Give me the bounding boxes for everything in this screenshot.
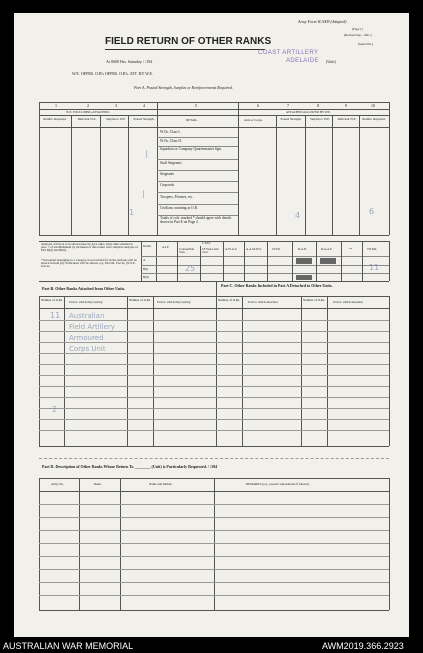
analysis-note-2: * Personnel belonging to a category not provided for in the analysis will be shown in Item (ii). Particulars will be shown, e.g. M.U.M. Forces, (N.S.E. Forces. bbox=[41, 258, 137, 269]
analysis-cmf-18: 18 Years and over. bbox=[202, 247, 219, 255]
analysis-cmf: C.M.F. bbox=[202, 241, 211, 245]
analysis-row-bii: B(ii) bbox=[143, 275, 150, 279]
row-staff-sergeants: Staff Sergeants bbox=[160, 161, 182, 165]
row-totals-note: Totals of cols. marked * should agree with details shown in Part E on Page 2 bbox=[160, 216, 232, 224]
part-b-title: Part B. Other Ranks Attached from Other Units. bbox=[42, 286, 126, 291]
part-d-army-no: Army No. bbox=[51, 482, 64, 486]
part-c-num-head-2: Number of O.Rs. bbox=[303, 298, 325, 302]
head-posted-left: Posted Strength. bbox=[133, 117, 155, 121]
analysis-civil: CIVIL bbox=[272, 247, 281, 251]
head-reinfts-right: Reinfts. Required. bbox=[362, 117, 386, 121]
part-c-num-head-1: Number of O.Rs. bbox=[218, 298, 240, 302]
col-num-3: 3 bbox=[115, 103, 117, 108]
part-a-title: Part A. Posted Strength, Surplus or Reinforcements Required. bbox=[134, 85, 233, 90]
part-b-num-head-1: Number of O.Rs. bbox=[41, 298, 63, 302]
serial-no: (Serial No.) bbox=[358, 42, 374, 46]
col-num-6: 6 bbox=[257, 103, 259, 108]
head-surplus-right: Surplus to W.E. bbox=[309, 117, 330, 121]
analysis-row-a: A bbox=[143, 258, 146, 262]
analysis-other: ** bbox=[349, 247, 353, 251]
col-num-7: 7 bbox=[287, 103, 289, 108]
col-num-10: 10 bbox=[371, 103, 375, 108]
pen-entry-2: Field Artillery bbox=[69, 323, 115, 331]
part-b-num-head-2: Number of O.Rs. bbox=[129, 298, 151, 302]
part-d-remarks: REMARKS (e.g., present whereabouts if known). bbox=[246, 482, 310, 486]
analysis-row-bi: B(i) bbox=[143, 267, 149, 271]
head-arm-corps: Arm or Corps. bbox=[244, 118, 263, 122]
head-posted-right: Posted Strength. bbox=[280, 117, 302, 121]
col-num-2: 2 bbox=[87, 103, 89, 108]
part-c-unit-head-1: Unit to which detached bbox=[248, 300, 278, 304]
col-num-4: 4 bbox=[143, 103, 145, 108]
unit-label: (Unit) bbox=[326, 59, 336, 64]
revised-date: (Revised Sep., 1941.) bbox=[344, 33, 372, 37]
analysis-detail-head: Detail bbox=[143, 244, 151, 248]
date-line: At 0600 Hrs. Saturday / /194 bbox=[106, 59, 153, 64]
analysis-aif: A.I.F. bbox=[162, 245, 170, 249]
head-deficient-right: Deficient W.E. bbox=[337, 117, 357, 121]
analysis-raaf: R.A.A.F. bbox=[321, 247, 333, 251]
part-d-name: Name and Initials. bbox=[149, 482, 173, 486]
head-reinfts-left: Reinfts. Required. bbox=[43, 117, 67, 121]
row-sergeants: Sergeants bbox=[160, 172, 174, 176]
row-civilians: Civilians counting as O.R. bbox=[160, 206, 199, 210]
analysis-awas: A.W.A.S. bbox=[225, 247, 238, 251]
stamp-line-1: COAST ARTILLERY bbox=[258, 50, 319, 56]
form-page: Army Form W.3009 (Adapted) (Page 1) (Revised Sep., 1941.) (Serial No.) FIELD RETURN OF OTHER RANKS COAST ARTILLERY ADELAIDE At 0600 Hrs. Saturday / /194 (Unit) W.E. OFFRS. O.R's OFFRS. O.R's. ATT. BY W.E. Part A. Posted Strength, Surplus or Reinforcements Required. 1 2 3 4 5 6 7 8 9 10 W.E. EXCLUDING ATTACHED. ATTACHED ALLOWED BY W.E. Reinfts. Required. Deficient W.E. Surplus to W.E. Posted Strength. DETAIL. Arm or Corps. Posted Strength. Surplus to W.E. Deficient W.E. Reinfts. Required. W.Os. Class I. W.Os. Class II. Squadron or Company Quartermaster Sgts. Staff Sergeants Sergeants Corporals Troopers, Privates, etc. Civilians counting as O.R. Totals of cols. marked * should agree with details shown in Part E on Page 2 | | 1 4 6 Analysis of Part A to be shown here by ALL units. Only units entitled to pers. 7 of establishment by inclusion of this return will complete analysis of Part B(ii) and B(iii). * Personnel belonging to a category not provided for in the analysis will be shown in Item (ii). Particulars will be shown, e.g. M.U.M. Forces, (N.S.E. Forces. Detail A B(i) B(ii) A.I.F. C.M.F. Convertible Vols. 18 Years and over. A.W.A.S. A.A.M.W.S. CIVIL R.A.N. R.A.A.F. ** TOTAL 25 11 Part B. Other Ranks Attached from Other Units. Part C. Other Ranks Included in Part A Detached to Other Units. Number of O.Rs. Unit to which they belong Number of O.Rs. Unit to which they belong Number of O.Rs. Unit to which detached Number of O.Rs. Unit to which detached 11 Australian Field Artillery Armoured Corps Unit 2 Part D. Description of Other Ranks Whose Return To ________ (Unit) is Particularly Requested. / /194 Army No. Rank. Name and Initials. REMARKS (e.g., present whereabouts if known). bbox=[14, 13, 409, 637]
row-wo-class-2: W.Os. Class II. bbox=[160, 139, 182, 143]
analysis-cmf-conv: Convertible Vols. bbox=[179, 247, 195, 255]
footer-institution: AUSTRALIAN WAR MEMORIAL bbox=[3, 641, 134, 651]
analysis-total: TOTAL bbox=[367, 247, 378, 251]
we-line: W.E. OFFRS. O.R's OFFRS. O.R's. ATT. BY W.E. bbox=[72, 71, 153, 76]
stamp-line-2: ADELAIDE bbox=[286, 58, 319, 64]
head-surplus-left: Surplus to W.E. bbox=[105, 117, 126, 121]
row-wo-class-1: W.Os. Class I. bbox=[160, 130, 181, 134]
row-corporals: Corporals bbox=[160, 183, 175, 187]
part-d-title: Part D. Description of Other Ranks Whose Return To ________ (Unit) is Particularly Requested. / /194 bbox=[42, 464, 218, 469]
col-num-5: 5 bbox=[195, 103, 197, 108]
analysis-aamws: A.A.M.W.S. bbox=[246, 247, 262, 251]
pen-entry-3: Armoured bbox=[69, 334, 104, 342]
head-deficient-left: Deficient W.E. bbox=[77, 117, 97, 121]
row-squadron-qms: Squadron or Company Quartermaster Sgts. bbox=[160, 147, 222, 151]
form-title: FIELD RETURN OF OTHER RANKS bbox=[105, 36, 272, 47]
col-num-8: 8 bbox=[317, 103, 319, 108]
col-num-1: 1 bbox=[55, 103, 57, 108]
part-c-unit-head-2: Unit to which detached bbox=[333, 300, 363, 304]
we-excluding-head: W.E. EXCLUDING ATTACHED. bbox=[66, 110, 110, 114]
part-b-unit-head-2: Unit to which they belong bbox=[157, 300, 191, 304]
pen-entry-4: Corps Unit bbox=[69, 345, 106, 353]
footer-accession: AWM2019.366.2923 bbox=[322, 641, 404, 651]
col-num-9: 9 bbox=[345, 103, 347, 108]
head-detail: DETAIL. bbox=[186, 118, 199, 122]
analysis-ran: R.A.N. bbox=[298, 247, 308, 251]
part-b-unit-head-1: Unit to which they belong bbox=[69, 300, 103, 304]
part-d-rank: Rank. bbox=[94, 482, 102, 486]
analysis-note: Analysis of Part A to be shown here by ALL units. Only units entitled to pers. 7 of establishment by inclusion of this return will complete analysis of Part B(ii) and B(iii). bbox=[41, 242, 138, 253]
attached-allowed-head: ATTACHED ALLOWED BY W.E. bbox=[286, 110, 332, 114]
part-c-title: Part C. Other Ranks Included in Part A Detached to Other Units. bbox=[221, 283, 333, 288]
form-number: Army Form W.3009 (Adapted) bbox=[298, 19, 347, 24]
pen-entry-1: Australian bbox=[69, 312, 105, 320]
row-troopers: Troopers, Privates, etc. bbox=[160, 195, 194, 199]
archive-footer bbox=[0, 640, 423, 653]
page-number: (Page 1) bbox=[352, 27, 363, 31]
